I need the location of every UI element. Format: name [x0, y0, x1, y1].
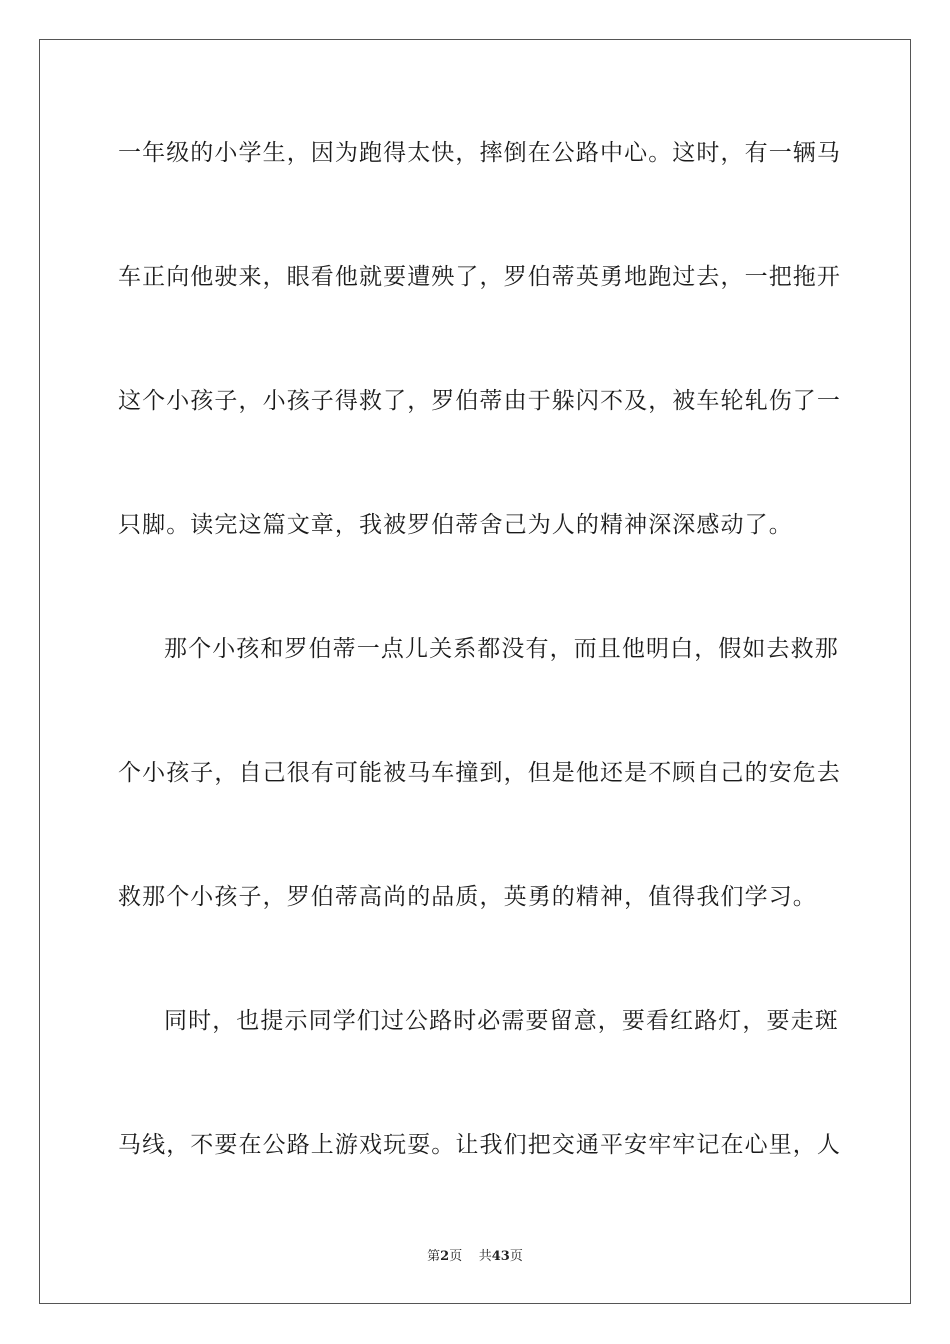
total-suffix: 页 [509, 1249, 523, 1264]
text-line-1: 一年级的小学生，因为跑得太快，摔倒在公路中心。这时，有一辆马 [118, 140, 841, 166]
total-prefix: 共 [478, 1249, 492, 1264]
text-line-3: 这个小孩子，小孩子得救了，罗伯蒂由于躲闪不及，被车轮轧伤了一 [118, 388, 841, 414]
text-line-9: 马线，不要在公路上游戏玩耍。让我们把交通平安牢牢记在心里，人 [118, 1132, 841, 1158]
text-line-2: 车正向他驶来，眼看他就要遭殃了，罗伯蒂英勇地跑过去，一把拖开 [118, 264, 841, 290]
page-suffix: 页 [449, 1249, 463, 1264]
text-line-4: 只脚。读完这篇文章，我被罗伯蒂舍己为人的精神深深感动了。 [118, 512, 793, 538]
total-pages: 43 [491, 1249, 510, 1264]
page-number: 2 [440, 1249, 450, 1264]
page-border [39, 39, 911, 1304]
text-line-7: 救那个小孩子，罗伯蒂高尚的品质，英勇的精神，值得我们学习。 [118, 884, 817, 910]
text-line-8: 同时，也提示同学们过公路时必需要留意，要看红路灯，要走斑 [164, 1008, 839, 1034]
page-footer [0, 1249, 950, 1265]
text-line-6: 个小孩子，自己很有可能被马车撞到，但是他还是不顾自己的安危去 [118, 760, 841, 786]
page-prefix: 第 [427, 1249, 441, 1264]
text-line-5: 那个小孩和罗伯蒂一点儿关系都没有，而且他明白，假如去救那 [164, 636, 839, 662]
